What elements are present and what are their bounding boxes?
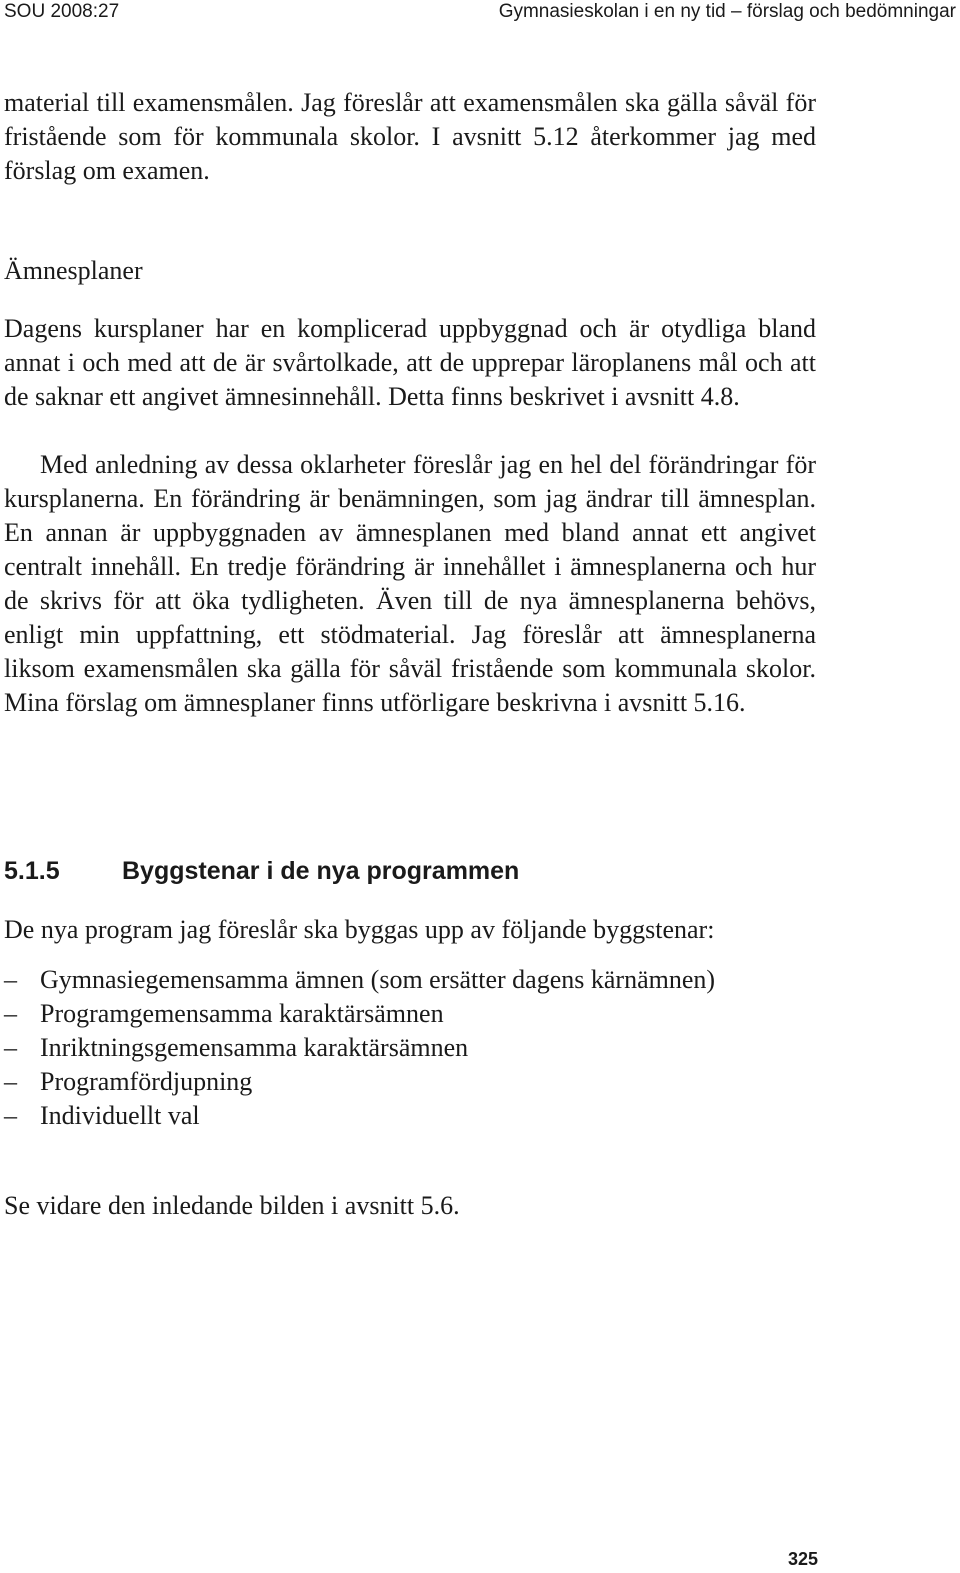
list-item-text: Gymnasiegemensamma ämnen (som ersätter dagens kärnämnen) [40, 965, 716, 994]
building-blocks-list [4, 963, 816, 1133]
page-header [0, 0, 960, 24]
list-item [4, 997, 816, 1031]
page-number: 325 [787, 1549, 818, 1569]
list-item [4, 1099, 816, 1133]
list-item-text: Programfördjupning [40, 1067, 253, 1096]
amnesplaner-paragraph-2: Med anledning av dessa oklarheter föreslår jag en hel del förändringar för kursplanerna. En förändring är benämningen, som jag ändrar till ämnesplan. En annan är uppbyggnaden av ämnesplanen med bland annat ett angivet centralt innehåll. En tredje förändring är innehållet i ämnesplanerna och hur de skrivs för att öka tydligheten. Även till de nya ämnesplanerna behövs, enligt min uppfattning, ett stödmaterial. Jag föreslår att ämnesplanerna liksom examensmålen ska gälla för såväl fristående som kommunala skolor. Mina förslag om ämnesplaner finns utförligare beskrivna i avsnitt 5.16. [4, 450, 816, 717]
list-item-text: Individuellt val [40, 1101, 200, 1130]
section-title: Byggstenar i de nya programmen [122, 857, 520, 885]
dash-marker: – [4, 999, 17, 1028]
amnesplaner-heading: Ämnesplaner [4, 256, 143, 285]
dash-marker: – [4, 1033, 17, 1062]
list-item [4, 963, 816, 997]
list-item-text: Programgemensamma karaktärsämnen [40, 999, 444, 1028]
running-title: Gymnasieskolan i en ny tid – förslag och bedömningar [498, 1, 956, 22]
section-closing: Se vidare den inledande bilden i avsnitt 5.6. [4, 1191, 460, 1220]
section-intro: De nya program jag föreslår ska byggas upp av följande byggstenar: [4, 915, 715, 944]
dash-marker: – [4, 1101, 17, 1130]
report-number: SOU 2008:27 [4, 1, 120, 22]
dash-marker: – [4, 965, 17, 994]
amnesplaner-paragraph-1: Dagens kursplaner har en komplicerad uppbyggnad och är otydliga bland annat i och med att de är svårtolkade, att de upprepar läroplanens mål och att de saknar ett angivet ämnesinnehåll. Detta finns beskrivet i avsnitt 4.8. [4, 314, 816, 411]
section-number: 5.1.5 [4, 857, 60, 885]
dash-marker: – [4, 1067, 17, 1096]
section-heading [4, 854, 519, 888]
intro-paragraph: material till examensmålen. Jag föreslår att examensmålen ska gälla såväl för fristående som för kommunala skolor. I avsnitt 5.12 återkommer jag med förslag om examen. [4, 88, 816, 185]
list-item [4, 1065, 816, 1099]
list-item-text: Inriktningsgemensamma karaktärsämnen [40, 1033, 469, 1062]
list-item [4, 1031, 816, 1065]
